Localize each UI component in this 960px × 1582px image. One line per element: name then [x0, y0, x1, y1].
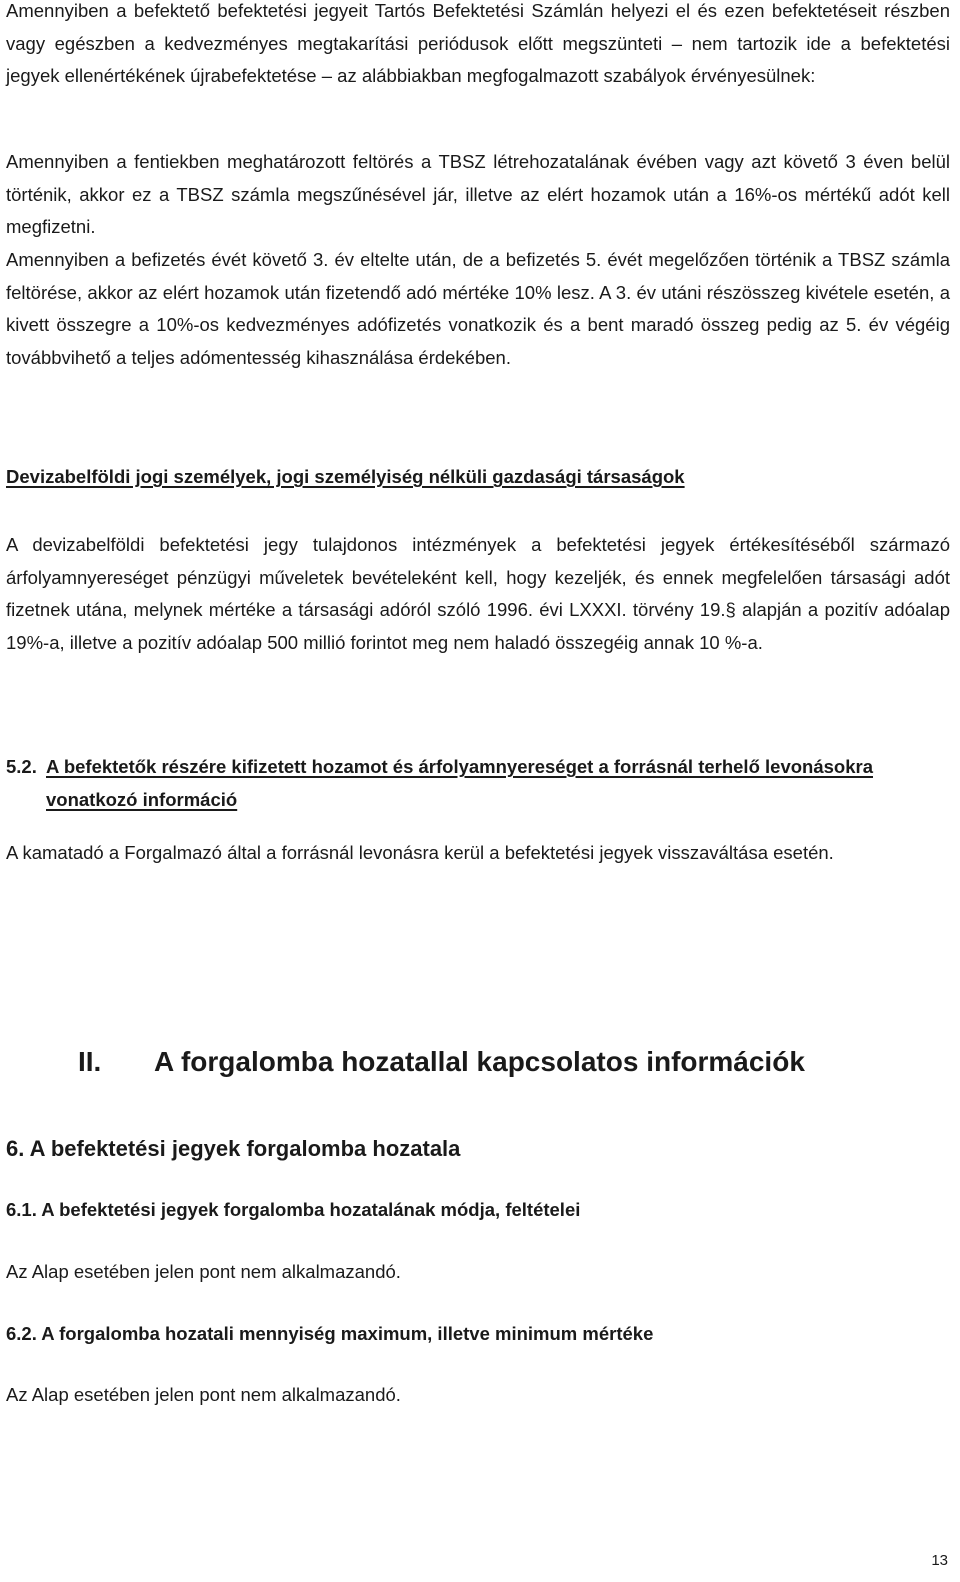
paragraph-6-1-body: Az Alap esetében jelen pont nem alkalmazandó. [6, 1261, 401, 1282]
paragraph-6-2-body: Az Alap esetében jelen pont nem alkalmazandó. [6, 1384, 401, 1405]
paragraph-devizabelfoldi-tax: A devizabelföldi befektetési jegy tulajdonos intézmények a befektetési jegyek értékesítéséből származó árfolyamnyereséget pénzügyi műveletek bevételeként kell, hogy kezeljék, és ennek megfelelően társasági adót fizetnek utána, melynek mértéke a társasági adóról szóló 1996. évi LXXXI. törvény 19.§ alapján a pozitív adóalap 19%-a, illetve a pozitív adóalap 500 millió forintot meg nem haladó összegéig annak 10 %-a. [6, 534, 950, 653]
section-6-1-heading: 6.1. A befektetési jegyek forgalomba hozatalának módja, feltételei [6, 1199, 581, 1220]
section-6-2-heading: 6.2. A forgalomba hozatali mennyiség maximum, illetve minimum mértéke [6, 1323, 654, 1344]
heading-5-2-text: A befektetők részére kifizetett hozamot és árfolyamnyereséget a forrásnál terhelő levonásokra vonatkozó információ [46, 756, 873, 810]
chapter-title: A forgalomba hozatallal kapcsolatos információk [154, 1046, 805, 1077]
paragraph-tbsz-3-years: Amennyiben a fentiekben meghatározott feltörés a TBSZ létrehozatalának évében vagy azt követő 3 éven belül történik, akkor ez a TBSZ számla megszűnésével jár, illetve az elért hozamok után a 16%-os mértékű adót kell megfizetni. [6, 151, 950, 237]
paragraph-tbsz-5-years: Amennyiben a befizetés évét követő 3. év eltelte után, de a befizetés 5. évét megelőzően történik a TBSZ számla feltörése, akkor az elért hozamok után fizetendő adó mértéke 10% lesz. A 3. év utáni részösszeg kivétele esetén, a kivett összegre a 10%-os kedvezményes adófizetés vonatkozik és a bent maradó összeg pedig az 5. év végéig továbbvihető a teljes adómentesség kihasználása érdekében. [6, 249, 950, 368]
page-number: 13 [931, 1552, 948, 1569]
heading-devizabelfoldi: Devizabelföldi jogi személyek, jogi személyiség nélküli gazdasági társaságok [6, 466, 685, 487]
chapter-number: II. [78, 1046, 102, 1077]
section-6-heading: 6. A befektetési jegyek forgalomba hozatala [6, 1136, 461, 1161]
heading-5-2-number: 5.2. [6, 756, 37, 777]
paragraph-tbsz-rules-intro: Amennyiben a befektető befektetési jegyeit Tartós Befektetési Számlán helyezi el és ezen befektetéseit részben vagy egészben a kedvezményes megtakarítási periódusok előtt megszünteti – nem tartozik ide a befektetési jegyek ellenértékének újrabefektetése – az alábbiakban megfogalmazott szabályok érvényesülnek: [6, 0, 950, 86]
paragraph-kamatado: A kamatadó a Forgalmazó által a forrásnál levonásra kerül a befektetési jegyek visszaváltása esetén. [6, 842, 834, 863]
